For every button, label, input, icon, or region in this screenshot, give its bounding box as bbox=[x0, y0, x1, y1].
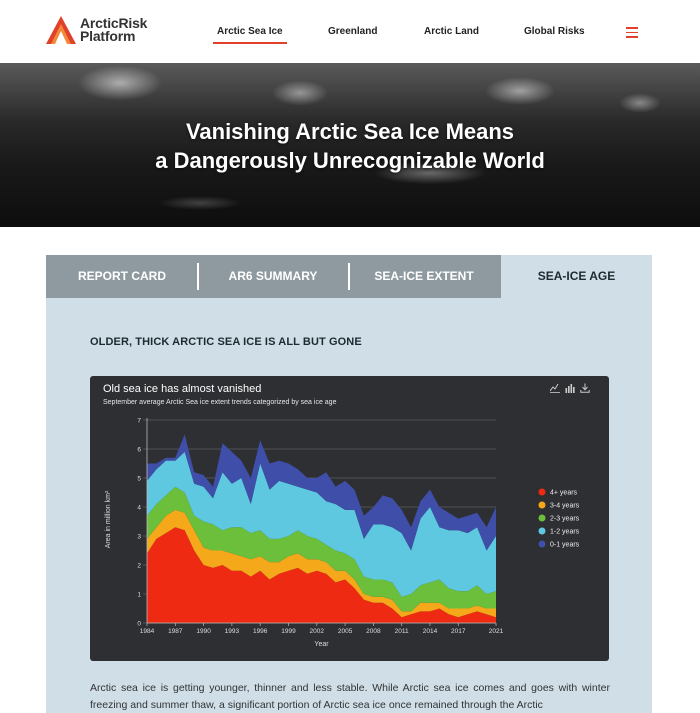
y-tick-label: 2 bbox=[137, 562, 141, 570]
legend-label: 4+ years bbox=[550, 489, 578, 497]
chart-subtitle: September average Arctic Sea ice extent trends categorized by sea ice age bbox=[103, 399, 337, 406]
site-logo[interactable] bbox=[46, 16, 156, 46]
hero-title-line1: Vanishing Arctic Sea Ice Means bbox=[185, 119, 515, 144]
chart-title: Old sea ice has almost vanished bbox=[103, 383, 262, 395]
tab-sea-ice-extent[interactable]: SEA-ICE EXTENT bbox=[374, 269, 474, 283]
y-tick-label: 0 bbox=[137, 620, 141, 628]
y-tick-label: 7 bbox=[137, 417, 141, 425]
y-tick-label: 1 bbox=[137, 591, 141, 599]
sea-ice-age-chart bbox=[90, 376, 609, 661]
legend-label: 1-2 years bbox=[550, 528, 580, 536]
tab-ar6-summary[interactable]: AR6 SUMMARY bbox=[228, 269, 318, 283]
chart-card bbox=[90, 376, 609, 661]
tab-sea-ice-age[interactable]: SEA-ICE AGE bbox=[501, 255, 652, 298]
x-tick-label: 2017 bbox=[451, 628, 466, 635]
x-tick-label: 1990 bbox=[196, 628, 211, 635]
y-axis-label: Area in million km² bbox=[105, 490, 112, 549]
tab-report-card[interactable]: REPORT CARD bbox=[77, 269, 166, 283]
x-tick-label: 2002 bbox=[309, 628, 325, 635]
x-tick-label: 1984 bbox=[139, 628, 155, 635]
logo-line1: ArcticRisk bbox=[80, 15, 148, 31]
y-tick-label: 3 bbox=[137, 533, 141, 541]
y-tick-label: 5 bbox=[137, 475, 141, 483]
hero-title-line2: a Dangerously Unrecognizable World bbox=[155, 148, 545, 173]
site-header bbox=[0, 0, 700, 63]
hamburger-icon[interactable] bbox=[626, 26, 638, 38]
legend-swatch bbox=[539, 502, 546, 509]
legend-label: 3-4 years bbox=[550, 502, 580, 510]
legend-label: 0-1 years bbox=[550, 541, 580, 549]
x-tick-label: 2008 bbox=[366, 628, 381, 635]
section-title: OLDER, THICK ARCTIC SEA ICE IS ALL BUT GONE bbox=[90, 336, 362, 348]
nav-item-arctic-sea-ice[interactable]: Arctic Sea Ice bbox=[217, 26, 283, 37]
x-tick-label: 2011 bbox=[394, 628, 409, 635]
x-tick-label: 2005 bbox=[337, 628, 353, 635]
hero-title bbox=[0, 117, 700, 175]
nav-item-arctic-land[interactable]: Arctic Land bbox=[424, 26, 480, 37]
bar-chart-icon[interactable] bbox=[565, 383, 575, 393]
x-tick-label: 1999 bbox=[281, 628, 296, 635]
download-icon[interactable] bbox=[580, 383, 590, 393]
legend-swatch bbox=[539, 528, 546, 535]
logo-mark-icon bbox=[46, 16, 76, 44]
logo-text bbox=[80, 17, 147, 43]
legend-label: 2-3 years bbox=[550, 515, 580, 523]
x-axis-label: Year bbox=[314, 641, 329, 648]
hero-banner bbox=[0, 63, 700, 227]
line-chart-icon[interactable] bbox=[550, 383, 560, 393]
legend-swatch bbox=[539, 489, 546, 496]
x-tick-label: 1993 bbox=[224, 628, 240, 635]
logo-line2: Platform bbox=[80, 28, 136, 44]
tab-bar bbox=[46, 255, 652, 298]
nav-item-greenland[interactable]: Greenland bbox=[328, 26, 378, 37]
body-paragraph: Arctic sea ice is getting younger, thinner and less stable. While Arctic sea ice comes and goes with winter freezing and summer thaw, a significant portion of Arctic sea ice once remained through the Arctic bbox=[90, 682, 610, 711]
content-panel bbox=[46, 255, 652, 713]
y-tick-label: 4 bbox=[137, 504, 141, 512]
y-tick-label: 6 bbox=[137, 446, 141, 454]
x-tick-label: 1987 bbox=[168, 628, 183, 635]
nav-item-global-risks[interactable]: Global Risks bbox=[524, 26, 585, 37]
x-tick-label: 2014 bbox=[422, 628, 438, 635]
legend-swatch bbox=[539, 541, 546, 548]
legend-swatch bbox=[539, 515, 546, 522]
x-tick-label: 2021 bbox=[488, 628, 504, 635]
x-tick-label: 1996 bbox=[252, 628, 268, 635]
